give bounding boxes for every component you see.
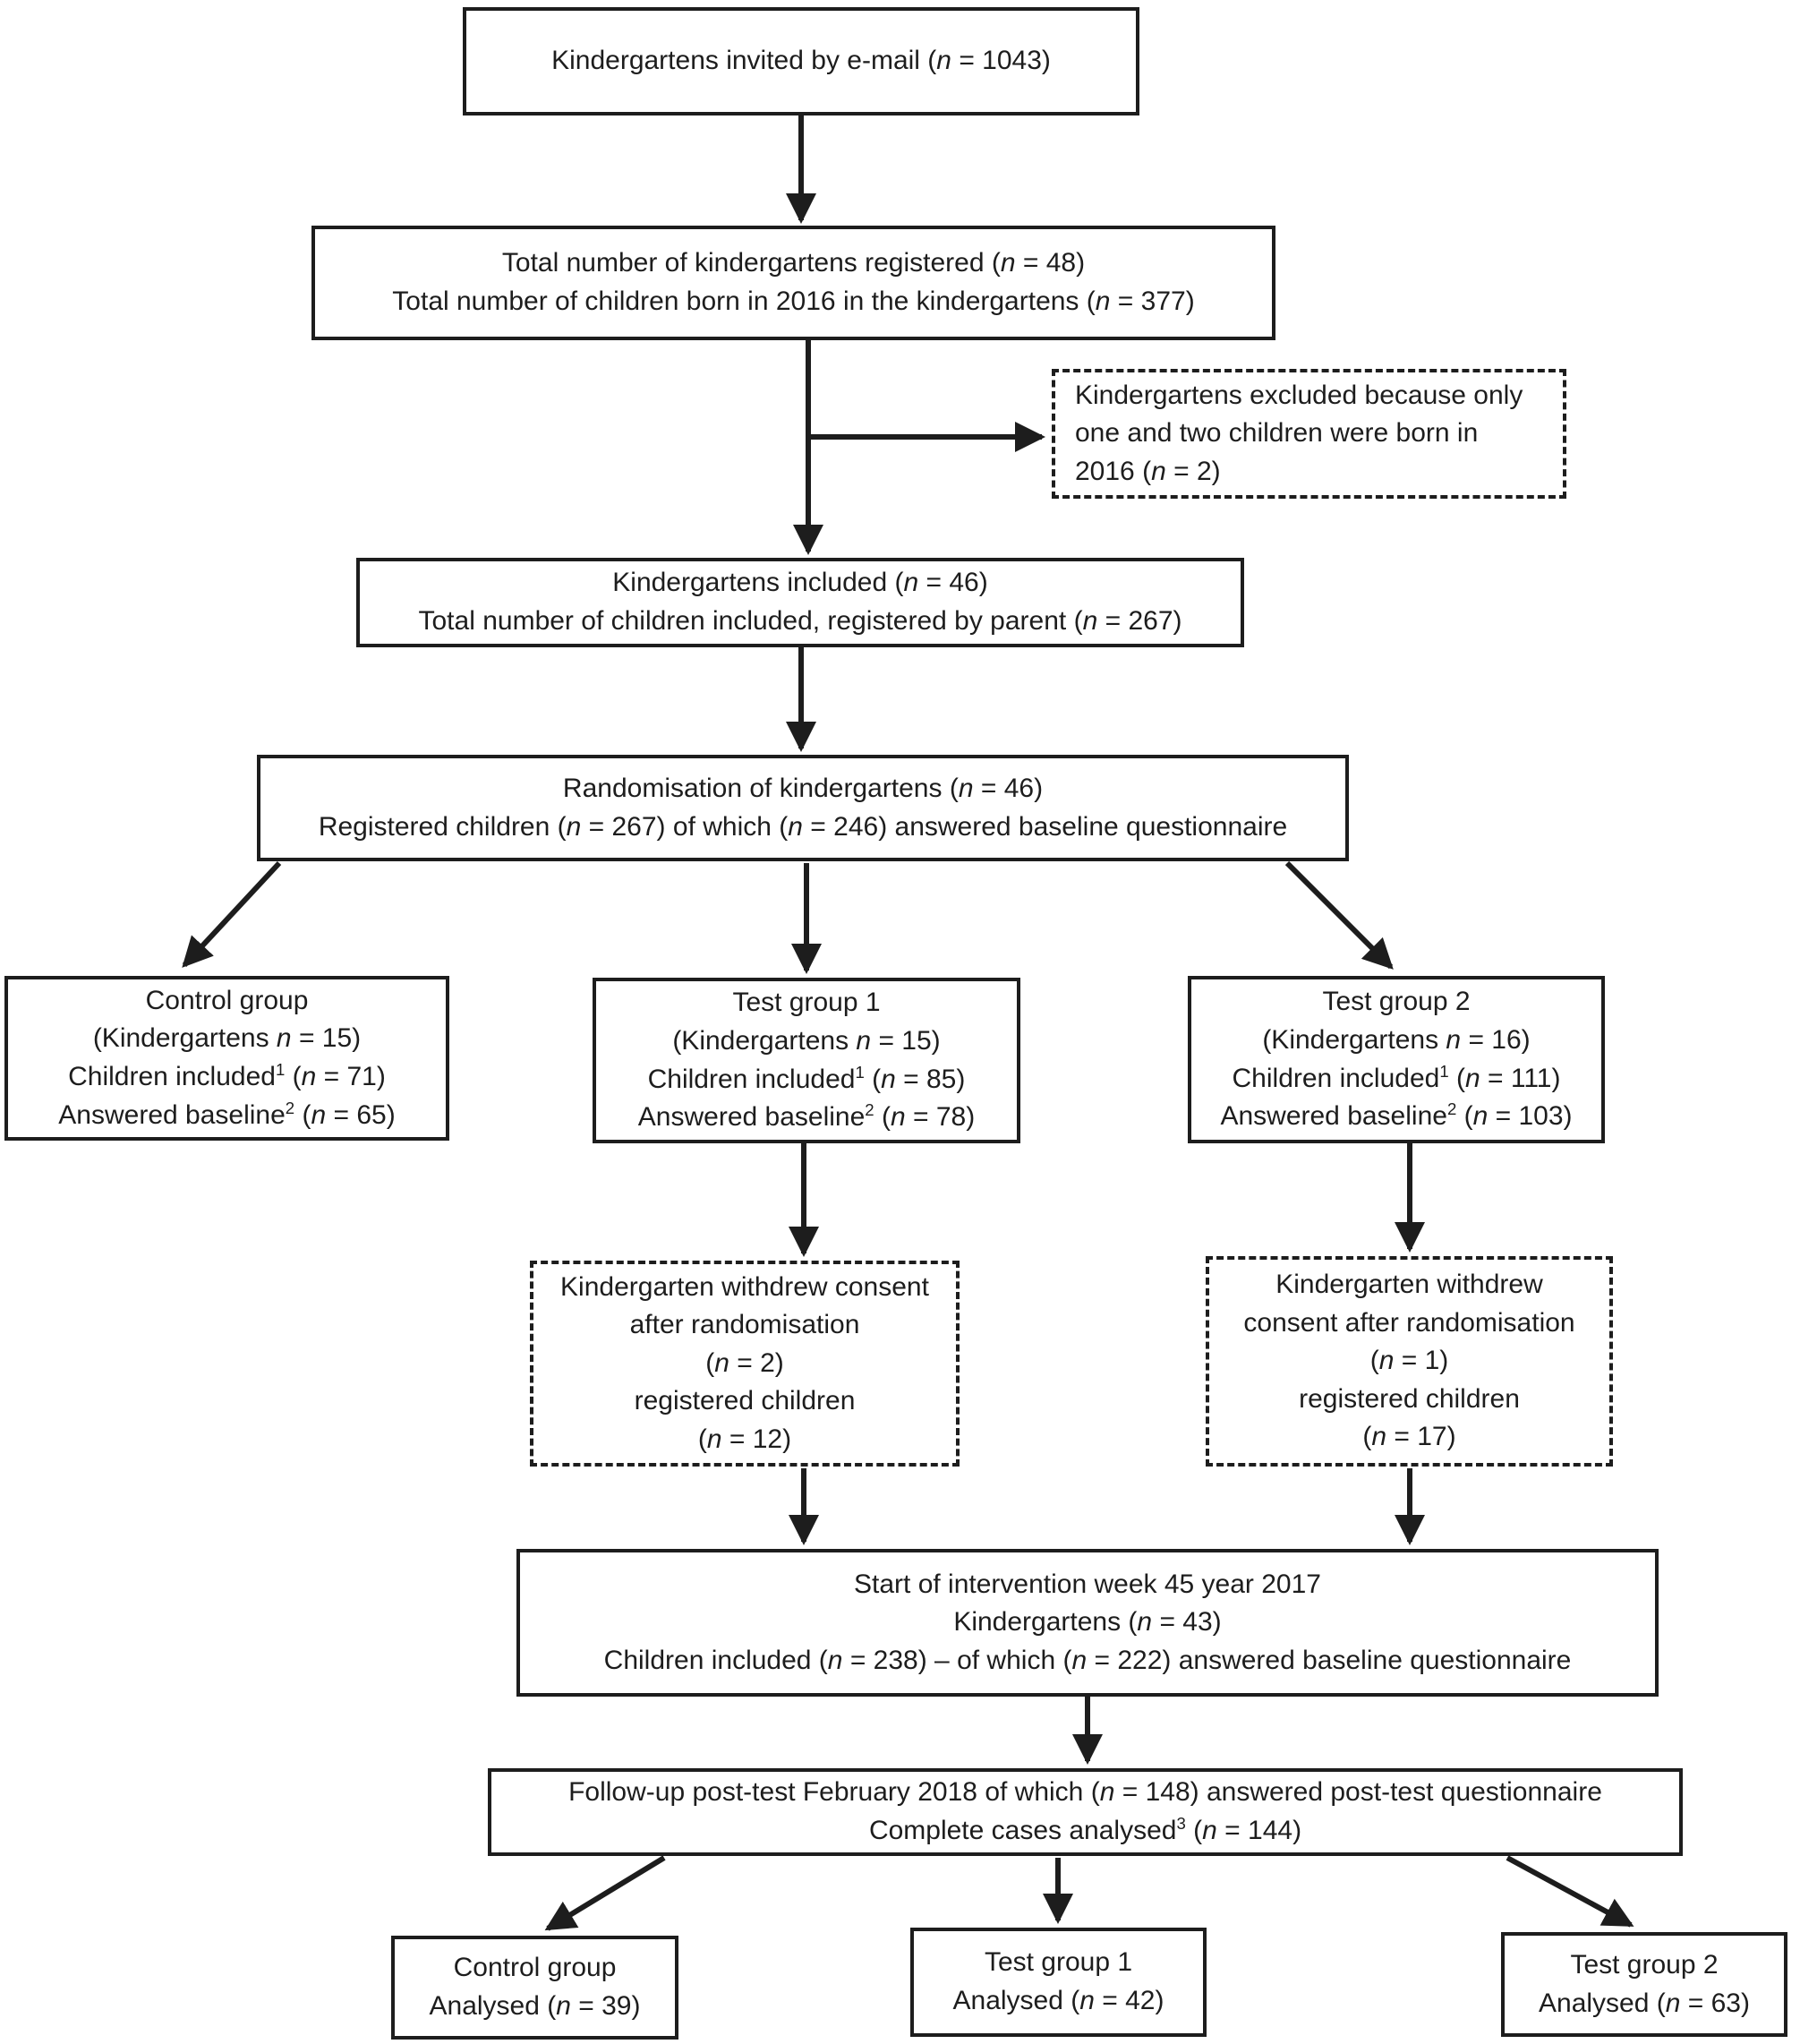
box-text-line: Test group 1 — [984, 1947, 1133, 1978]
box-test2-analysed — [1501, 1932, 1787, 2037]
arrow-followup-to-control-analysed — [548, 1858, 664, 1929]
box-text-line: Test group 2 — [1322, 987, 1471, 1017]
box-text-line: Children included$^1$ (n = 111) — [1232, 1061, 1561, 1093]
box-text-line: Kindergartens (n = 43) — [953, 1607, 1222, 1638]
box-text-line: (n = 2) — [705, 1347, 784, 1378]
box-kindergartens-invited — [463, 7, 1139, 115]
box-text-line: Start of intervention week 45 year 2017 — [854, 1569, 1321, 1599]
box-text-line: Answered baseline$^2$ (n = 103) — [1220, 1099, 1573, 1132]
box-text-line: Children included$^1$ (n = 71) — [68, 1060, 386, 1091]
box-test1-analysed — [910, 1928, 1207, 2037]
box-text-line: registered children — [634, 1386, 856, 1416]
box-text-line: Kindergarten withdrew — [1275, 1270, 1543, 1300]
box-text-line: Randomisation of kindergartens (n = 46) — [562, 773, 1044, 803]
box-control-group — [4, 976, 449, 1141]
box-text-line: (Kindergartens n = 15) — [92, 1023, 362, 1054]
box-withdrew-consent-1 — [530, 1261, 960, 1467]
box-test-group-2 — [1188, 976, 1605, 1143]
box-text-line: (Kindergartens n = 16) — [1262, 1024, 1531, 1055]
box-control-analysed — [391, 1936, 678, 2040]
box-text-line: registered children — [1299, 1383, 1520, 1414]
box-text-line: one and two children were born in — [1075, 418, 1479, 449]
box-randomisation — [257, 755, 1349, 861]
arrow-followup-to-test2-analysed — [1507, 1858, 1631, 1925]
box-kindergartens-excluded — [1052, 369, 1566, 499]
box-text-line: (Kindergartens n = 15) — [672, 1025, 941, 1056]
box-text-line: Children included (n = 238) – of which (n = 222) answered baseline questionnaire — [603, 1645, 1572, 1675]
box-total-registered — [311, 226, 1275, 340]
box-text-line: Total number of children born in 2016 in the kindergartens (n = 377) — [392, 287, 1195, 316]
box-text-line: Answered baseline$^2$ (n = 65) — [58, 1098, 396, 1130]
box-text-line: 2016 (n = 2) — [1075, 456, 1221, 486]
box-text-line: Kindergarten withdrew consent — [560, 1271, 929, 1302]
box-kindergartens-included — [356, 558, 1244, 647]
box-test-group-1 — [593, 978, 1020, 1143]
box-text-line: Kindergartens invited by e-mail (n = 1043) — [551, 46, 1051, 76]
box-withdrew-consent-2 — [1206, 1256, 1613, 1467]
box-text-line: Total number of kindergartens registered (n = 48) — [501, 248, 1086, 278]
box-text-line: Analysed (n = 63) — [1539, 1988, 1750, 2018]
box-text-line: consent after randomisation — [1243, 1307, 1575, 1338]
box-text-line: Answered baseline$^2$ (n = 78) — [637, 1100, 976, 1133]
box-text-line: after randomisation — [629, 1310, 860, 1340]
box-text-line: Complete cases analysed$^3$ (n = 144) — [868, 1814, 1302, 1845]
box-text-line: Children included$^1$ (n = 85) — [647, 1062, 966, 1094]
box-text-line: (n = 1) — [1369, 1346, 1449, 1376]
box-text-line: Test group 2 — [1570, 1949, 1719, 1980]
box-text-line: Registered children (n = 267) of which (n = 246) answered baseline questionnaire — [318, 811, 1288, 842]
box-text-line: Control group — [453, 1953, 617, 1983]
box-text-line: Test group 1 — [732, 988, 881, 1018]
box-start-intervention — [516, 1549, 1659, 1697]
box-text-line: (n = 12) — [697, 1424, 792, 1454]
box-text-line: Follow-up post-test February 2018 of which (n = 148) answered post-test questionnaire — [568, 1777, 1602, 1808]
box-text-line: Analysed (n = 42) — [952, 1986, 1164, 2015]
box-text-line: Kindergartens included (n = 46) — [612, 568, 988, 598]
box-followup-posttest — [488, 1768, 1683, 1856]
box-text-line: Total number of children included, registered by parent (n = 267) — [418, 606, 1182, 636]
box-text-line: (n = 17) — [1362, 1422, 1456, 1452]
box-text-line: Analysed (n = 39) — [429, 1991, 641, 2021]
arrow-randomisation-to-control — [184, 863, 279, 965]
box-text-line: Control group — [145, 985, 309, 1015]
arrow-randomisation-to-test2 — [1287, 863, 1391, 967]
box-text-line: Kindergartens excluded because only — [1075, 380, 1523, 410]
